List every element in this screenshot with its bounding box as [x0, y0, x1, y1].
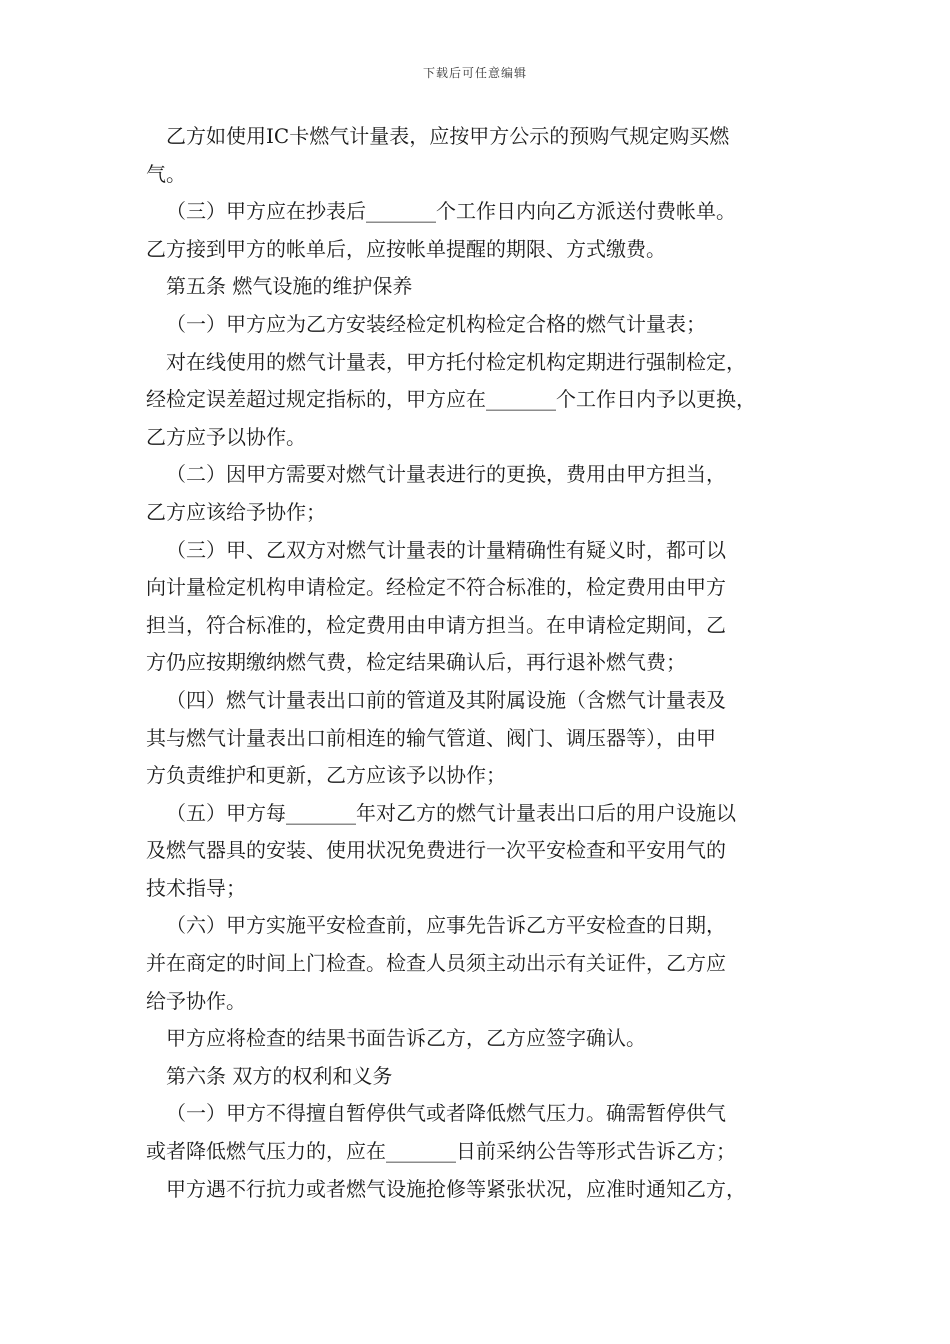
- paragraph-line: 或者降低燃气压力的，应在_______日前采纳公告等形式告诉乙方；: [146, 1139, 736, 1164]
- section-heading: 第六条 双方的权利和义务: [166, 1063, 393, 1088]
- section-heading: 第五条 燃气设施的维护保养: [166, 274, 413, 299]
- paragraph-line: 对在线使用的燃气计量表，甲方托付检定机构定期进行强制检定，: [166, 349, 746, 374]
- paragraph-line: （三）甲方应在抄表后_______个工作日内向乙方派送付费帐单。: [166, 199, 736, 224]
- paragraph-line: （一）甲方应为乙方安装经检定机构检定合格的燃气计量表；: [166, 311, 706, 336]
- paragraph-line: 技术指导；: [146, 875, 246, 900]
- paragraph-line: 及燃气器具的安装、使用状况免费进行一次平安检查和平安用气的: [146, 838, 726, 863]
- paragraph-line: （一）甲方不得擅自暂停供气或者降低燃气压力。确需暂停供气: [166, 1101, 726, 1126]
- paragraph-line: 给予协作。: [146, 988, 246, 1013]
- paragraph-line: （四）燃气计量表出口前的管道及其附属设施（含燃气计量表及: [166, 687, 726, 712]
- paragraph-line: 向计量检定机构申请检定。经检定不符合标准的，检定费用由甲方: [146, 575, 726, 600]
- paragraph-line: （五）甲方每_______年对乙方的燃气计量表出口后的用户设施以: [166, 800, 736, 825]
- header-note: 下载后可任意编辑: [422, 66, 527, 80]
- paragraph-line: 甲方应将检查的结果书面告诉乙方，乙方应签字确认。: [166, 1026, 646, 1051]
- paragraph-line: 经检定误差超过规定指标的，甲方应在_______个工作日内予以更换，: [146, 387, 756, 412]
- paragraph-line: 乙方如使用IC卡燃气计量表，应按甲方公示的预购气规定购买燃: [166, 124, 730, 148]
- paragraph-line: 其与燃气计量表出口前相连的输气管道、阀门、调压器等），由甲: [146, 725, 716, 750]
- paragraph-line: 方负责维护和更新，乙方应该予以协作；: [146, 763, 506, 788]
- paragraph-line: （三）甲、乙双方对燃气计量表的计量精确性有疑义时，都可以: [166, 537, 726, 562]
- document-body: [146, 118, 818, 1208]
- paragraph-line: 甲方遇不行抗力或者燃气设施抢修等紧张状况，应准时通知乙方，: [166, 1176, 746, 1201]
- paragraph-line: 乙方接到甲方的帐单后，应按帐单提醒的期限、方式缴费。: [146, 236, 666, 261]
- paragraph-line: 担当，符合标准的，检定费用由申请方担当。在申请检定期间，乙: [146, 612, 726, 637]
- paragraph-line: （六）甲方实施平安检查前，应事先告诉乙方平安检查的日期，: [166, 913, 726, 938]
- paragraph-line: （二）因甲方需要对燃气计量表进行的更换，费用由甲方担当，: [166, 462, 726, 487]
- paragraph-line: 气。: [146, 161, 186, 186]
- paragraph-line: 方仍应按期缴纳燃气费，检定结果确认后，再行退补燃气费；: [146, 650, 686, 675]
- paragraph-line: 乙方应予以协作。: [146, 424, 306, 449]
- paragraph-line: 乙方应该给予协作；: [146, 499, 326, 524]
- paragraph-line: 并在商定的时间上门检查。检查人员须主动出示有关证件，乙方应: [146, 951, 726, 976]
